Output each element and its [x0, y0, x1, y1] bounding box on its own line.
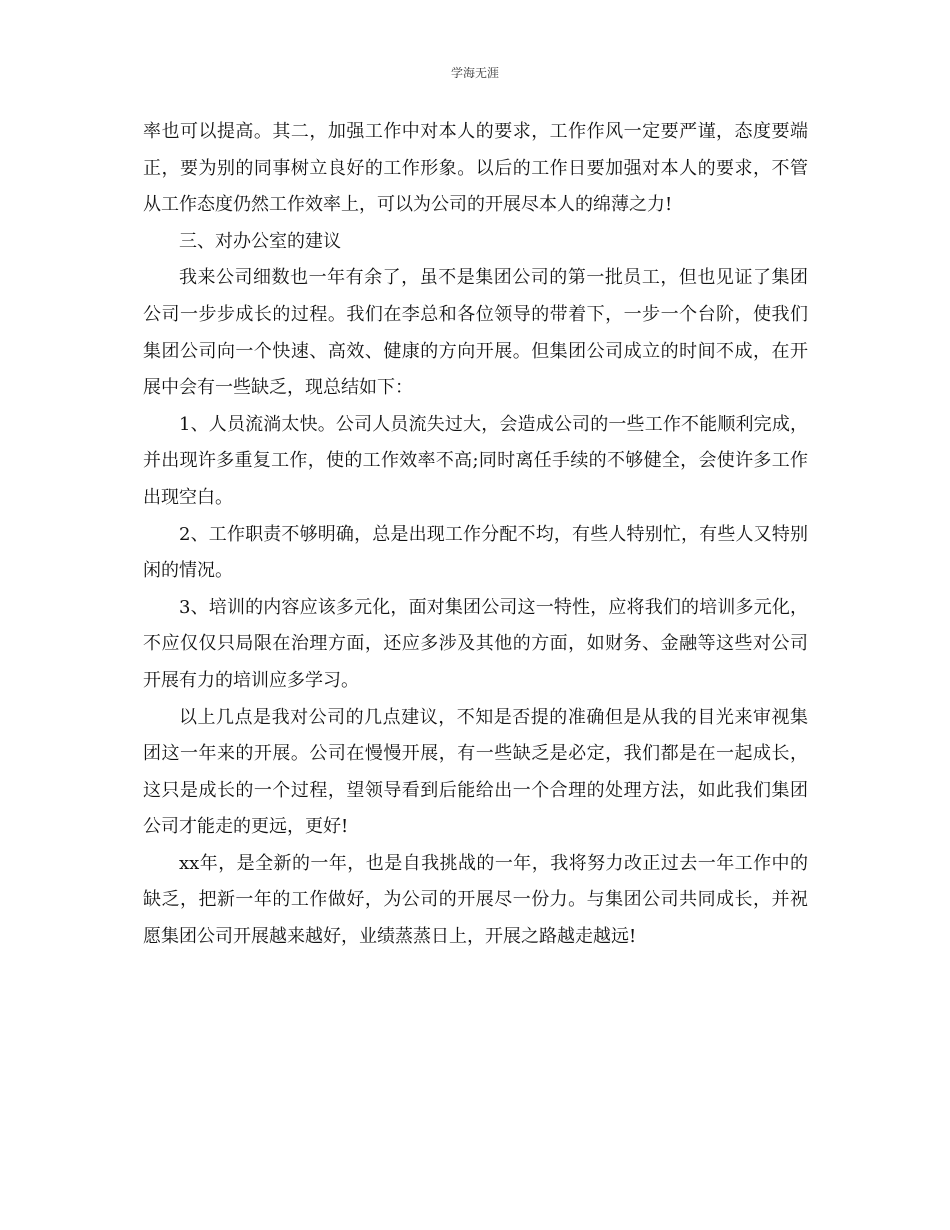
paragraph: 以上几点是我对公司的几点建议，不知是否提的准确但是从我的目光来审视集团这一年来的开展。公司在慢慢开展，有一些缺乏是必定，我们都是在一起成长，这只是成长的一个过程，望领导看到后能给出一个合理的处理方法，如此我们集团公司才能走的更远，更好!	[143, 706, 808, 838]
paragraph: 率也可以提高。其二，加强工作中对本人的要求，工作作风一定要严谨，态度要端正，要为别的同事树立良好的工作形象。以后的工作日要加强对本人的要求，不管从工作态度仍然工作效率上，可以为公司的开展尽本人的绵薄之力!	[143, 121, 808, 216]
page-header: 学海无涯	[450, 66, 499, 80]
list-item: 2、工作职责不够明确，总是出现工作分配不均，有些人特别忙，有些人又特别闲的情况。	[143, 523, 808, 582]
section-heading: 三、对办公室的建议	[179, 230, 341, 252]
paragraph: xx年，是全新的一年，也是自我挑战的一年，我将努力改正过去一年工作中的缺乏，把新一年的工作做好，为公司的开展尽一份力。与集团公司共同成长，并祝愿集团公司开展越来越好，业绩蒸蒸日上，开展之路越走越远!	[143, 852, 808, 948]
list-item: 1、人员流淌太快。公司人员流失过大，会造成公司的一些工作不能顺利完成，并出现许多重复工作，使的工作效率不高;同时离任手续的不够健全，会使许多工作出现空白。	[143, 413, 808, 508]
paragraph: 我来公司细数也一年有余了，虽不是集团公司的第一批员工，但也见证了集团公司一步步成长的过程。我们在李总和各位领导的带着下，一步一个台阶，使我们集团公司向一个快速、高效、健康的方向开展。但集团公司成立的时间不成，在开展中会有一些缺乏，现总结如下：	[143, 267, 808, 399]
list-item: 3、培训的内容应该多元化，面对集团公司这一特性，应将我们的培训多元化，不应仅仅只局限在治理方面，还应多涉及其他的方面，如财务、金融等这些对公司开展有力的培训应多学习。	[143, 596, 808, 691]
document-body	[143, 114, 808, 956]
